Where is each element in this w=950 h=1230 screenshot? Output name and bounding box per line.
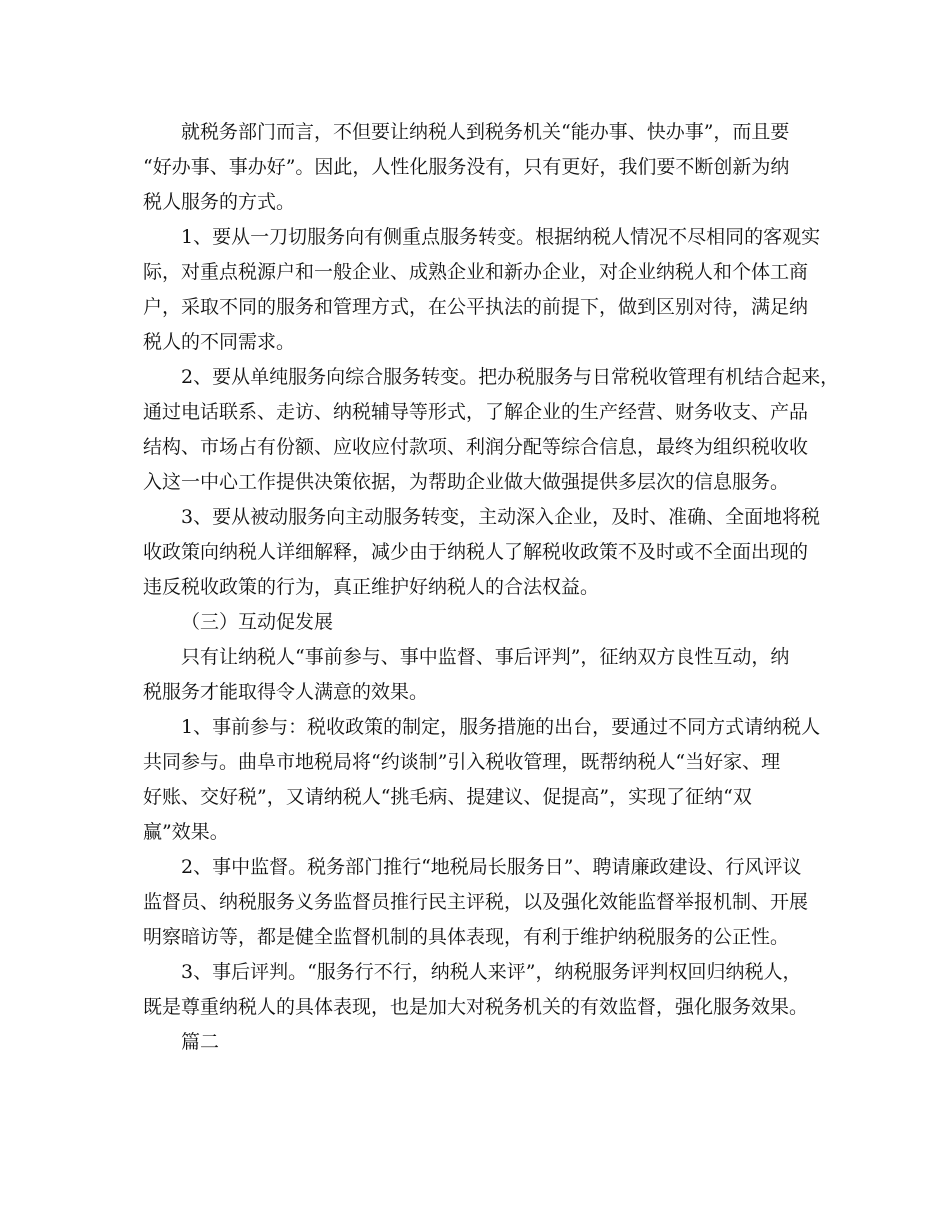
paragraph [143, 220, 823, 360]
text-line: 税服务才能取得令人满意的效果。 [143, 681, 429, 703]
paragraph [143, 710, 823, 850]
text-line: 收政策向纳税人详细解释，减少由于纳税人了解税收政策不及时或不全面出现的 [143, 541, 809, 563]
text-line: 户，采取不同的服务和管理方式，在公平执法的前提下，做到区别对待，满足纳 [143, 296, 809, 318]
text-line: 1、要从一刀切服务向有侧重点服务转变。根据纳税人情况不尽相同的客观实 [181, 226, 821, 248]
section-subheading: （三）互动促发展 [181, 611, 334, 633]
text-line: 税人的不同需求。 [143, 331, 296, 353]
text-line: “好办事、事办好”。因此，人性化服务没有，只有更好，我们要不断创新为纳 [143, 156, 790, 178]
paragraph [143, 850, 823, 955]
text-line: 2、要从单纯服务向综合服务转变。把办税服务与日常税收管理有机结合起来， [181, 366, 840, 388]
section-label: 篇二 [181, 1031, 220, 1053]
document-body [143, 115, 840, 1060]
text-line: 3、事后评判。“服务行不行，纳税人来评”，纳税服务评判权回归纳税人， [181, 961, 802, 983]
text-line: 结构、市场占有份额、应收应付款项、利润分配等综合信息，最终为组织税收收 [143, 436, 809, 458]
text-line: 就税务部门而言，不但要让纳税人到税务机关“能办事、快办事”，而且要 [181, 121, 790, 143]
paragraph [143, 500, 823, 605]
text-line: 只有让纳税人“事前参与、事中监督、事后评判”，征纳双方良性互动，纳 [181, 646, 790, 668]
text-line: 明察暗访等，都是健全监督机制的具体表现，有利于维护纳税服务的公正性。 [143, 926, 790, 948]
text-line: 监督员、纳税服务义务监督员推行民主评税，以及强化效能监督举报机制、开展 [143, 891, 809, 913]
paragraph [143, 640, 823, 710]
text-line: 2、事中监督。税务部门推行“地税局长服务日”、聘请廉政建设、行风评议 [181, 856, 802, 878]
paragraph [143, 360, 840, 500]
paragraph [143, 115, 823, 220]
text-line: 入这一中心工作提供决策依据，为帮助企业做大做强提供多层次的信息服务。 [143, 471, 790, 493]
text-line: 好账、交好税”，又请纳税人“挑毛病、提建议、促提高”，实现了征纳“双 [143, 786, 752, 808]
text-line: 赢”效果。 [143, 821, 229, 843]
text-line: 1、事前参与：税收政策的制定，服务措施的出台，要通过不同方式请纳税人 [181, 716, 821, 738]
text-line: 税人服务的方式。 [143, 191, 296, 213]
paragraph [143, 955, 823, 1025]
text-line: 际，对重点税源户和一般企业、成熟企业和新办企业，对企业纳税人和个体工商 [143, 261, 809, 283]
text-line: 共同参与。曲阜市地税局将“约谈制”引入税收管理，既帮纳税人“当好家、理 [143, 751, 781, 773]
text-line: 3、要从被动服务向主动服务转变，主动深入企业，及时、准确、全面地将税 [181, 506, 821, 528]
text-line: 违反税收政策的行为，真正维护好纳税人的合法权益。 [143, 576, 600, 598]
text-line: 通过电话联系、走访、纳税辅导等形式，了解企业的生产经营、财务收支、产品 [143, 401, 809, 423]
text-line: 既是尊重纳税人的具体表现，也是加大对税务机关的有效监督，强化服务效果。 [143, 996, 809, 1018]
